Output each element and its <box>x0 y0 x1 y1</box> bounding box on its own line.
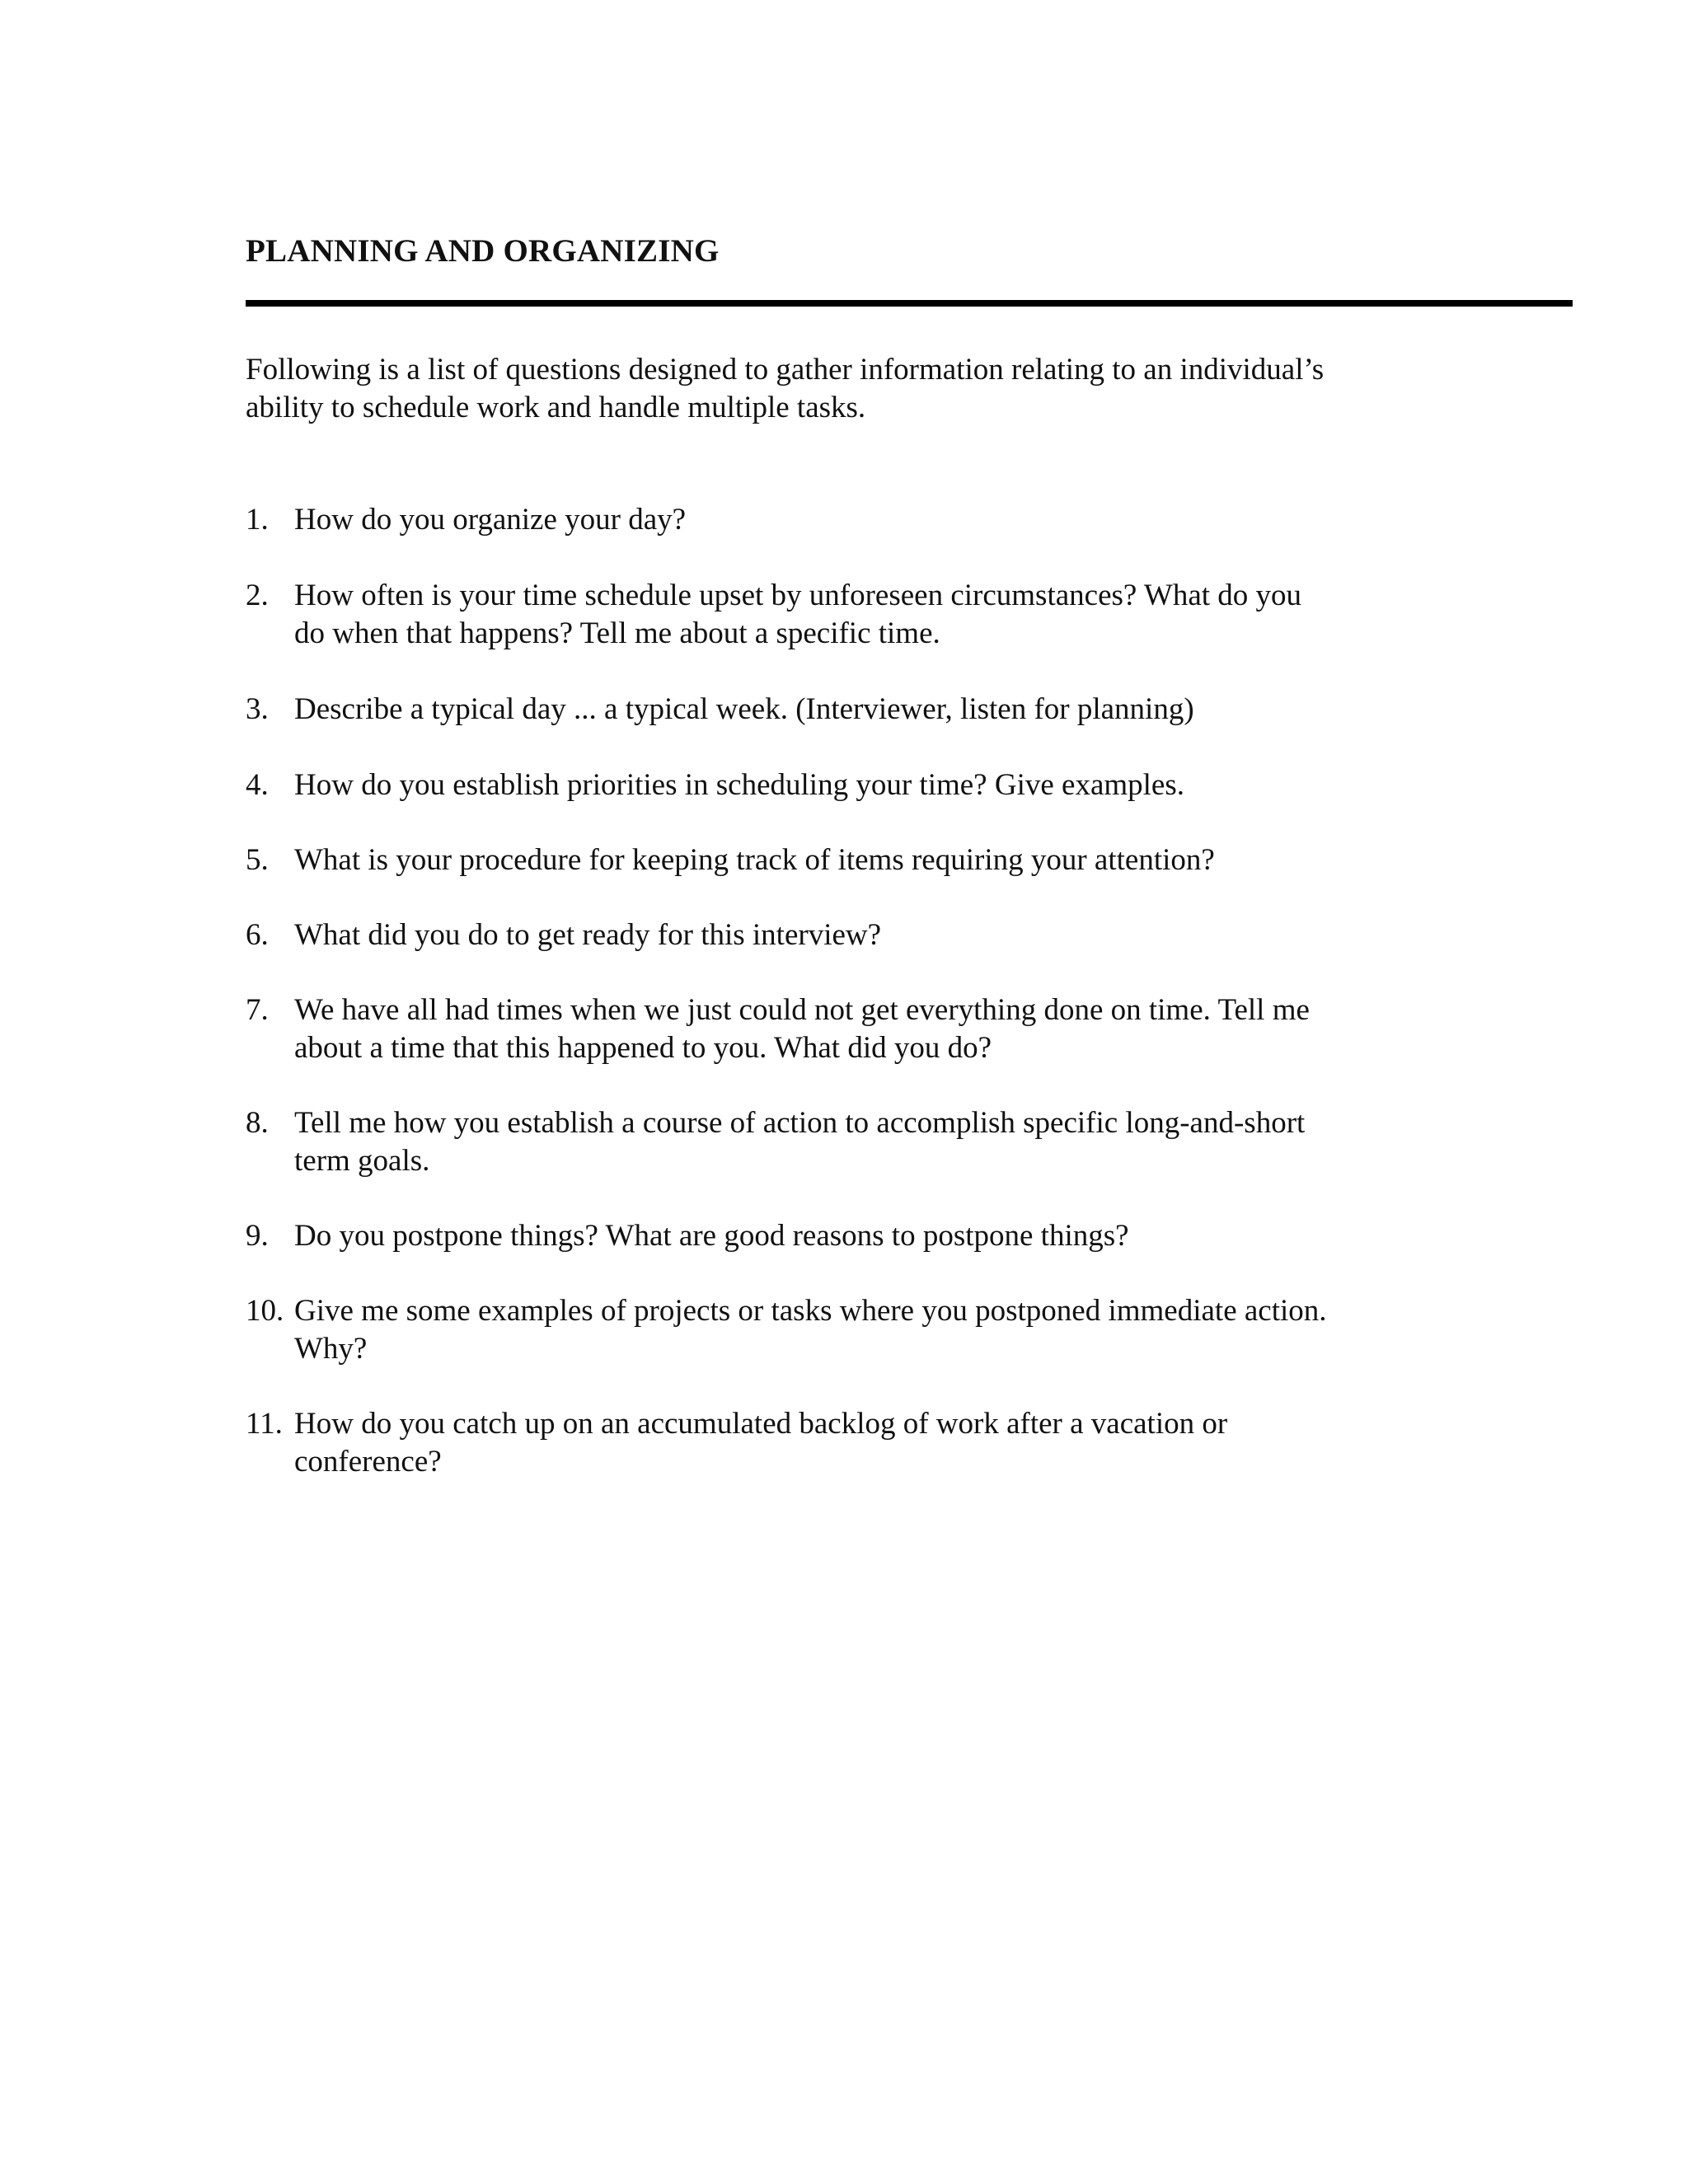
page-title: PLANNING AND ORGANIZING <box>246 233 720 269</box>
question-number: 6. <box>246 918 269 952</box>
question-number: 3. <box>246 692 269 726</box>
question-line: How often is your time schedule upset by unforeseen circumstances? What do you <box>294 579 1302 612</box>
question-line: We have all had times when we just could not get everything done on time. Tell me <box>294 993 1310 1027</box>
question-number: 11. <box>246 1407 283 1441</box>
intro-line: ability to schedule work and handle multiple tasks. <box>246 391 866 424</box>
question-text <box>294 691 1481 729</box>
question-line: conference? <box>294 1445 442 1479</box>
question-line: Do you postpone things? What are good reasons to postpone things? <box>294 1219 1129 1253</box>
question-line: What did you do to get ready for this interview? <box>294 918 882 952</box>
title-divider <box>246 300 1573 307</box>
question-line: How do you organize your day? <box>294 503 687 537</box>
question-number: 8. <box>246 1106 269 1140</box>
question-line: about a time that this happened to you. What did you do? <box>294 1031 992 1065</box>
question-text <box>294 916 1481 954</box>
question-number: 5. <box>246 843 269 877</box>
question-line: How do you catch up on an accumulated backlog of work after a vacation or <box>294 1407 1228 1441</box>
question-line: Describe a typical day ... a typical week. (Interviewer, listen for planning) <box>294 692 1194 726</box>
question-number: 2. <box>246 579 269 612</box>
question-number: 9. <box>246 1219 269 1253</box>
question-line: Why? <box>294 1332 368 1366</box>
question-line: do when that happens? Tell me about a specific time. <box>294 616 940 650</box>
question-text <box>294 501 1481 539</box>
question-line: Give me some examples of projects or tasks where you postponed immediate action. <box>294 1294 1327 1328</box>
intro-paragraph <box>246 351 1449 427</box>
question-line: Tell me how you establish a course of action to accomplish specific long-and-short <box>294 1106 1306 1140</box>
question-text <box>294 841 1481 879</box>
question-line: term goals. <box>294 1144 430 1178</box>
question-text <box>294 1217 1481 1255</box>
question-number: 4. <box>246 768 269 802</box>
question-text <box>294 766 1481 804</box>
question-text <box>294 1104 1481 1180</box>
question-text <box>294 1405 1481 1481</box>
intro-line: Following is a list of questions designed to gather information relating to an individual’s <box>246 353 1325 387</box>
question-text <box>294 1292 1481 1368</box>
question-text <box>294 577 1481 653</box>
question-line: What is your procedure for keeping track of items requiring your attention? <box>294 843 1215 877</box>
question-line: How do you establish priorities in scheduling your time? Give examples. <box>294 768 1184 802</box>
question-text <box>294 991 1481 1067</box>
question-number: 1. <box>246 503 269 537</box>
question-number: 10. <box>246 1294 284 1328</box>
question-number: 7. <box>246 993 269 1027</box>
